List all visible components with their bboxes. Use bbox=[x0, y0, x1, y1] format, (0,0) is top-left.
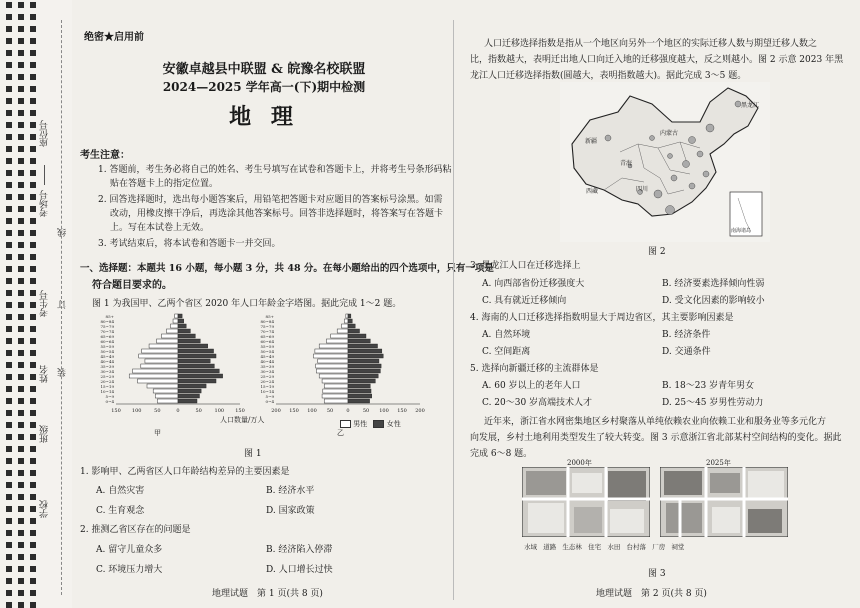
q3-option-c[interactable]: C. 具有就近迁移倾向 bbox=[482, 296, 567, 306]
pyramid-tick-label: 50 bbox=[326, 408, 334, 414]
alliance-title: 安徽卓越县中联盟 & 皖豫名校联盟 bbox=[162, 62, 366, 77]
q4-option-a[interactable]: A. 自然环境 bbox=[482, 330, 531, 340]
q5-option-c[interactable]: C. 20～30 岁高端技术人才 bbox=[482, 398, 593, 408]
page-divider bbox=[453, 20, 454, 600]
pyramid-tick-label: 150 bbox=[289, 408, 299, 414]
pyramid-legend bbox=[340, 419, 401, 429]
pyramid-bar-female bbox=[178, 349, 214, 353]
pyramid-bar-female bbox=[348, 354, 383, 358]
pyramid-bar-female bbox=[348, 334, 366, 338]
pyramid-bar-male bbox=[171, 324, 178, 328]
legend-item: 台村落 bbox=[626, 543, 647, 551]
pyramid-bar-male bbox=[157, 399, 178, 403]
pyramid-bar-female bbox=[348, 379, 375, 383]
pyramid-age-label: 10~14 bbox=[100, 389, 114, 394]
pyramid-bar-female bbox=[348, 374, 378, 378]
q2-option-b[interactable]: B. 经济陷入停滞 bbox=[266, 545, 333, 555]
q5-option-a[interactable]: A. 60 岁以上的老年人口 bbox=[482, 381, 581, 391]
pyramid-bar-male bbox=[149, 344, 178, 348]
pyramid-age-label: 85+ bbox=[265, 314, 274, 319]
notice-line: 贴在答题卡上的指定位置。 bbox=[110, 179, 219, 189]
q2-option-c[interactable]: C. 环境压力增大 bbox=[96, 565, 163, 575]
pyramid-bar-female bbox=[178, 319, 184, 323]
pyramid-bar-female bbox=[348, 359, 379, 363]
pyramid-bar-male bbox=[161, 334, 178, 338]
pyramid-age-label: 0~4 bbox=[265, 399, 274, 404]
pyramid-age-label: 30~34 bbox=[260, 369, 274, 374]
question-4: 4. 海南的人口迁移选择指数明显大于周边省区，其主要影响因素是 bbox=[470, 313, 734, 323]
legend-item: 水田 bbox=[607, 543, 621, 551]
section-heading-cont: 符合题目要求的。 bbox=[92, 280, 172, 291]
pyramid-age-label: 55~59 bbox=[100, 344, 114, 349]
pyramid-tick-label: 0 bbox=[176, 408, 180, 414]
pyramid-tick-label: 150 bbox=[111, 408, 121, 414]
pyramid-bar-female bbox=[178, 369, 219, 373]
notice-line: 1. 答题前，考生务必将自己的姓名、考生号填写在试卷和答题卡上，并将考生号条形码粘 bbox=[98, 165, 452, 175]
pyramid-bar-male bbox=[324, 399, 348, 403]
pyramid-bar-female bbox=[348, 364, 381, 368]
pyramid-bar-male bbox=[342, 324, 348, 328]
pyramid-bar-male bbox=[173, 319, 178, 323]
fig2-intro-line: 龙江人口迁移选择指数(圆越大，表明指数越大)。据此完成 3～5 题。 bbox=[470, 71, 747, 81]
pyramid-bar-female bbox=[178, 354, 216, 358]
pyramid-age-label: 70~74 bbox=[100, 329, 114, 334]
pyramid-bar-male bbox=[318, 359, 348, 363]
name-label: 姓名 bbox=[40, 365, 50, 383]
pyramid-tick-label: 50 bbox=[362, 408, 370, 414]
legend-label-male: 男性 bbox=[353, 420, 368, 428]
pyramid-bar-female bbox=[178, 384, 206, 388]
fig2-intro-line: 比，指数越大，表明迁出地人口向迁入地的迁移强度越大，反之则越小。图 2 示意 2023 年黑 bbox=[470, 55, 844, 65]
exam-room-label: 考场号 bbox=[40, 190, 50, 217]
pyramid-tick-label: 100 bbox=[307, 408, 317, 414]
pyramid-bar-female bbox=[348, 344, 378, 348]
q4-option-c[interactable]: C. 空间距离 bbox=[482, 347, 531, 357]
pyramid-bar-male bbox=[133, 369, 178, 373]
fig2-intro-line: 人口迁移选择指数是指从一个地区向另外一个地区的实际迁移人数与期望迁移人数之 bbox=[484, 39, 818, 49]
q3-option-a[interactable]: A. 向西部省份迁移强度大 bbox=[482, 279, 585, 289]
pyramid-bar-female bbox=[178, 379, 216, 383]
q3-option-d[interactable]: D. 受文化因素的影响较小 bbox=[662, 296, 765, 306]
village-map-2025 bbox=[660, 467, 788, 537]
question-3: 3. 黑龙江人口在迁移选择上 bbox=[470, 261, 581, 271]
legend-swatch-male bbox=[340, 420, 351, 428]
pyramid-bar-male bbox=[175, 314, 178, 318]
section-heading: 一、选择题：本题共 16 小题，每小题 3 分，共 48 分。在每小题给出的四个选项中，只有一项是 bbox=[80, 263, 494, 274]
pyramid-bar-female bbox=[348, 349, 382, 353]
pyramid-bar-male bbox=[145, 359, 178, 363]
pyramid-age-label: 65~69 bbox=[260, 334, 274, 339]
pyramid-bar-female bbox=[348, 339, 370, 343]
pyramid-bar-female bbox=[178, 314, 182, 318]
pyramid-age-label: 35~39 bbox=[100, 364, 114, 369]
pyramid-bar-female bbox=[178, 344, 208, 348]
pyramid-age-label: 0~4 bbox=[105, 399, 114, 404]
pyramid-age-label: 75~79 bbox=[260, 324, 274, 329]
school-label: 学校 bbox=[40, 500, 50, 518]
pyramid-label-right: 乙 bbox=[337, 429, 344, 437]
seal-mark-zhuang: 装 bbox=[58, 368, 68, 377]
pyramid-bar-male bbox=[313, 354, 348, 358]
pyramid-right bbox=[260, 314, 424, 414]
pyramid-age-label: 20~24 bbox=[260, 379, 274, 384]
map-label: 黑龙江 bbox=[741, 102, 760, 109]
pyramid-bar-male bbox=[346, 314, 348, 318]
fig3-intro-line: 近年来，浙江省水网密集地区乡村聚落从单纯依赖农业向依赖工业和服务业等多元化方 bbox=[484, 417, 827, 427]
pyramid-bar-female bbox=[178, 394, 199, 398]
fig3-intro-line: 完成 6～8 题。 bbox=[470, 449, 533, 459]
legend-item: 厂房 bbox=[652, 543, 666, 551]
fig3-caption: 图 3 bbox=[648, 569, 666, 579]
q1-option-a[interactable]: A. 自然灾害 bbox=[96, 486, 145, 496]
question-1: 1. 影响甲、乙两省区人口年龄结构差异的主要因素是 bbox=[80, 467, 290, 477]
pyramid-bar-male bbox=[166, 329, 178, 333]
pyramid-age-label: 65~69 bbox=[100, 334, 114, 339]
legend-item: 生态林 bbox=[562, 543, 582, 551]
pyramid-bar-female bbox=[178, 339, 200, 343]
pyramid-tick-label: 200 bbox=[415, 408, 425, 414]
pyramid-bar-female bbox=[348, 314, 351, 318]
pyramid-bar-female bbox=[348, 329, 360, 333]
fig2-caption: 图 2 bbox=[648, 247, 666, 257]
pyramid-tick-label: 150 bbox=[235, 408, 245, 414]
map-inset-label: 南海诸岛 bbox=[731, 228, 752, 234]
q4-option-b[interactable]: B. 经济条件 bbox=[662, 330, 711, 340]
pyramid-bar-male bbox=[139, 354, 178, 358]
q5-option-d[interactable]: D. 25～45 岁男性劳动力 bbox=[662, 398, 764, 408]
pyramid-age-label: 50~54 bbox=[100, 349, 114, 354]
pyramid-bar-male bbox=[155, 394, 178, 398]
pyramid-bar-female bbox=[348, 389, 371, 393]
pyramid-bar-male bbox=[315, 349, 348, 353]
pyramid-bar-female bbox=[348, 384, 370, 388]
map-label: 内蒙古 bbox=[660, 130, 679, 137]
notice-line: 上。写在本试卷上无效。 bbox=[110, 223, 210, 233]
notice-line: 2. 回答选择题时，选出每小题答案后，用铅笔把答题卡对应题目的答案标号涂黑。如需 bbox=[98, 195, 443, 205]
pyramid-tick-label: 50 bbox=[154, 408, 161, 414]
pyramid-age-label: 55~59 bbox=[260, 344, 274, 349]
seat-label: 座位号 bbox=[40, 120, 50, 147]
pyramid-tick-label: 0 bbox=[346, 408, 350, 414]
pyramid-age-label: 15~19 bbox=[260, 384, 274, 389]
exam-title: 2024—2025 学年高一(下)期中检测 bbox=[162, 80, 366, 94]
fig1-intro: 图 1 为我国甲、乙两个省区 2020 年人口年龄金字塔图。据此完成 1～2 题。 bbox=[92, 299, 402, 309]
pyramid-bar-male bbox=[316, 364, 348, 368]
village-map-2000 bbox=[522, 467, 650, 537]
fig3-legend bbox=[524, 542, 684, 551]
fig3-intro-line: 向发展，乡村土地利用类型发生了较大转变。图 3 示意浙江省北部某村空间结构的变化。据此 bbox=[470, 433, 842, 443]
subject-title: 地 理 bbox=[229, 104, 299, 130]
pyramid-tick-label: 100 bbox=[131, 408, 142, 414]
pyramid-bar-female bbox=[178, 324, 186, 328]
q1-option-c[interactable]: C. 生育观念 bbox=[96, 506, 145, 516]
pyramid-bar-female bbox=[178, 399, 197, 403]
pyramid-bar-male bbox=[137, 379, 178, 383]
pyramid-age-label: 45~49 bbox=[260, 354, 274, 359]
pyramid-tick-label: 200 bbox=[271, 408, 281, 414]
year-label-2025: 2025年 bbox=[706, 459, 731, 467]
pyramid-age-label: 80~84 bbox=[100, 319, 114, 324]
binding-strip bbox=[0, 0, 72, 608]
q2-option-a[interactable]: A. 留守儿童众多 bbox=[96, 545, 163, 555]
q1-option-d[interactable]: D. 国家政策 bbox=[266, 506, 315, 516]
pyramid-age-label: 20~24 bbox=[100, 379, 114, 384]
pyramid-left bbox=[100, 314, 244, 414]
legend-label-female: 女性 bbox=[386, 420, 401, 428]
pyramid-bar-female bbox=[348, 399, 370, 403]
year-label-2000: 2000年 bbox=[567, 459, 592, 467]
pyramid-bar-female bbox=[178, 389, 201, 393]
pyramid-age-label: 15~19 bbox=[100, 384, 114, 389]
map-label: 四川 bbox=[636, 186, 649, 193]
pyramid-bar-male bbox=[153, 389, 178, 393]
pyramid-bar-male bbox=[323, 389, 348, 393]
q3-option-b[interactable]: B. 经济要素选择倾向性弱 bbox=[662, 279, 765, 289]
pyramid-bar-female bbox=[178, 374, 223, 378]
pyramid-age-label: 25~29 bbox=[100, 374, 114, 379]
pyramid-age-label: 25~29 bbox=[260, 374, 274, 379]
pyramid-bar-male bbox=[316, 369, 348, 373]
pyramid-tick-label: 150 bbox=[397, 408, 407, 414]
legend-item: 住宅 bbox=[588, 543, 602, 551]
pyramid-bar-male bbox=[141, 364, 178, 368]
pyramid-bar-female bbox=[178, 334, 195, 338]
pyramid-bar-male bbox=[142, 349, 178, 353]
legend-item: 道路 bbox=[543, 543, 557, 551]
pyramid-bar-female bbox=[178, 329, 190, 333]
legend-item: 水域 bbox=[524, 543, 537, 551]
china-migration-map bbox=[560, 82, 770, 242]
question-5: 5. 选择向新疆迁移的主流群体是 bbox=[470, 364, 599, 374]
notice-line: 3. 考试结束后，将本试卷和答题卡一并交回。 bbox=[98, 239, 281, 249]
pyramid-age-label: 40~44 bbox=[260, 359, 274, 364]
pyramid-bar-female bbox=[348, 394, 372, 398]
pyramid-age-label: 75~79 bbox=[100, 324, 114, 329]
pyramid-age-label: 45~49 bbox=[100, 354, 114, 359]
pyramid-age-label: 85+ bbox=[105, 314, 114, 319]
page-footer-2: 地理试题 第 2 页(共 8 页) bbox=[596, 589, 707, 599]
notice-line: 改动，用橡皮擦干净后，再选涂其他答案标号。回答非选择题时，将答案写在答题卡 bbox=[110, 209, 444, 219]
pyramid-bar-male bbox=[147, 384, 178, 388]
q1-option-b[interactable]: B. 经济水平 bbox=[266, 486, 315, 496]
legend-item: 祠堂 bbox=[671, 543, 685, 551]
pyramid-bar-male bbox=[319, 344, 348, 348]
seal-mark-ding: 订 bbox=[58, 300, 68, 309]
map-label: 西藏 bbox=[586, 188, 599, 195]
class-label: 班级 bbox=[40, 425, 50, 443]
pyramid-unit: 人口数量/万人 bbox=[220, 416, 265, 424]
pyramid-age-label: 60~64 bbox=[260, 339, 274, 344]
pyramid-bar-male bbox=[322, 379, 348, 383]
pyramid-tick-label: 100 bbox=[214, 408, 225, 414]
pyramid-bar-female bbox=[178, 364, 214, 368]
pyramid-bar-male bbox=[337, 329, 348, 333]
pyramid-label-left: 甲 bbox=[154, 429, 161, 437]
pyramid-bar-female bbox=[348, 324, 355, 328]
pyramid-age-label: 60~64 bbox=[100, 339, 114, 344]
pyramid-bar-male bbox=[324, 384, 348, 388]
pyramid-bar-male bbox=[129, 374, 178, 378]
pyramid-age-label: 30~34 bbox=[100, 369, 114, 374]
seal-mark-xian: 线 bbox=[58, 228, 68, 237]
pyramid-bar-male bbox=[157, 339, 178, 343]
pyramid-bar-male bbox=[322, 394, 348, 398]
pyramid-age-label: 5~9 bbox=[105, 394, 114, 399]
pyramid-age-label: 35~39 bbox=[260, 364, 274, 369]
notice-title: 考生注意： bbox=[80, 150, 130, 161]
pyramid-tick-label: 50 bbox=[195, 408, 202, 414]
pyramid-age-label: 70~74 bbox=[260, 329, 274, 334]
q5-option-b[interactable]: B. 18～23 岁青年男女 bbox=[662, 381, 755, 391]
pyramid-age-label: 50~54 bbox=[260, 349, 274, 354]
page-footer-1: 地理试题 第 1 页(共 8 页) bbox=[212, 589, 323, 599]
q4-option-d[interactable]: D. 交通条件 bbox=[662, 347, 711, 357]
q2-option-d[interactable]: D. 人口增长过快 bbox=[266, 565, 333, 575]
pyramid-bar-male bbox=[326, 339, 348, 343]
pyramid-bar-female bbox=[178, 359, 210, 363]
pyramid-age-label: 5~9 bbox=[265, 394, 274, 399]
pyramid-bar-male bbox=[319, 374, 348, 378]
question-2: 2. 推测乙省区存在的问题是 bbox=[80, 525, 191, 535]
pyramid-tick-label: 100 bbox=[379, 408, 389, 414]
legend-swatch-female bbox=[373, 420, 384, 428]
pyramid-bar-male bbox=[344, 319, 348, 323]
pyramid-age-label: 80~84 bbox=[260, 319, 274, 324]
secret-mark: 绝密★启用前 bbox=[84, 32, 144, 43]
pyramid-bar-male bbox=[331, 334, 348, 338]
student-no-label: 考生号 bbox=[40, 290, 50, 317]
fig1-caption: 图 1 bbox=[244, 449, 262, 459]
pyramid-age-label: 10~14 bbox=[260, 389, 274, 394]
pyramid-bar-female bbox=[348, 369, 380, 373]
map-label: 新疆 bbox=[585, 138, 598, 145]
pyramid-age-label: 40~44 bbox=[100, 359, 114, 364]
pyramid-bar-female bbox=[348, 319, 352, 323]
map-label: 青海 bbox=[620, 160, 633, 167]
